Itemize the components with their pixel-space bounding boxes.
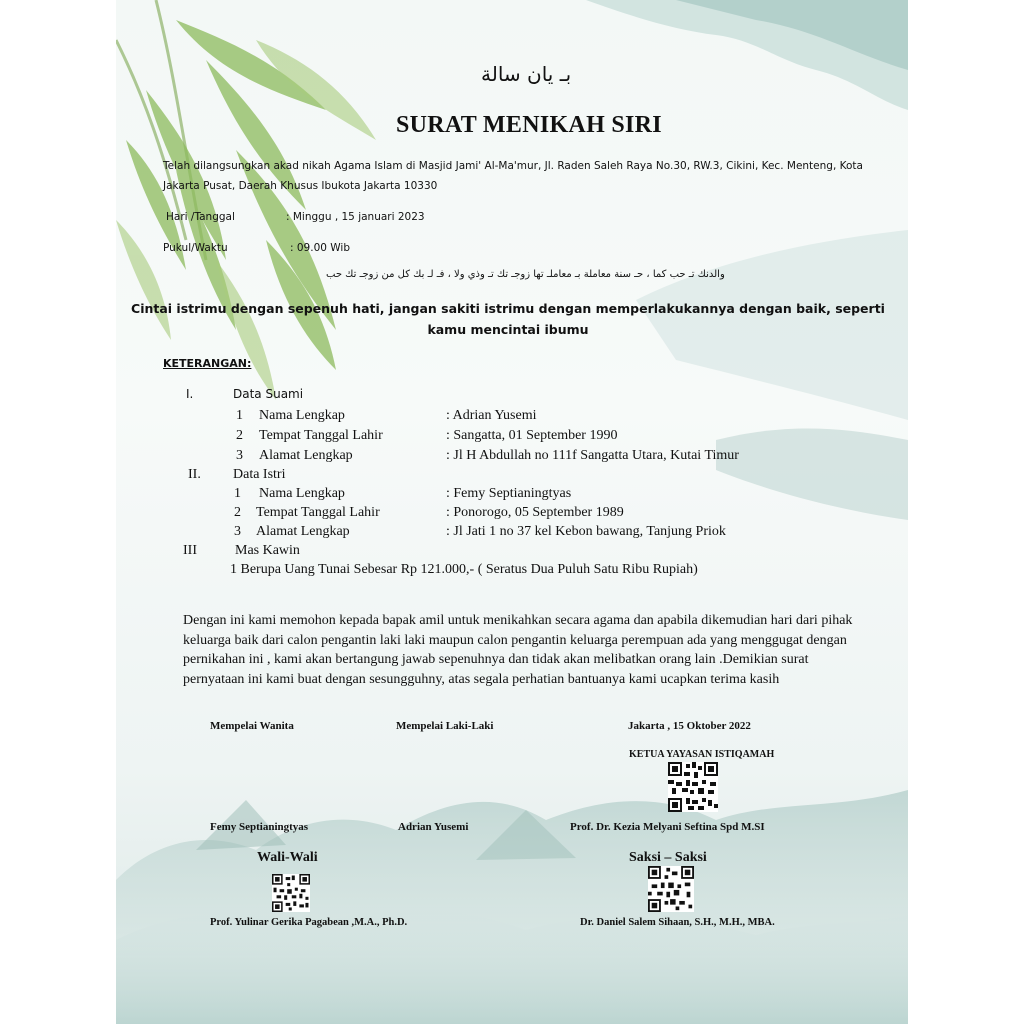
section-title-mas-kawin: Mas Kawin — [235, 543, 300, 558]
suami-row-value: : Adrian Yusemi — [446, 408, 537, 423]
suami-row-value: : Jl H Abdullah no 111f Sangatta Utara, Kutai Timur — [446, 448, 739, 463]
suami-row-label: Tempat Tanggal Lahir — [259, 428, 383, 443]
chair-name: Prof. Dr. Kezia Melyani Seftina Spd M.SI — [570, 821, 765, 833]
foundation-title: KETUA YAYASAN ISTIQAMAH — [629, 749, 775, 760]
qr-code-icon — [648, 866, 694, 912]
istri-row-value: : Jl Jati 1 no 37 kel Kebon bawang, Tanjung Priok — [446, 524, 726, 539]
certificate-page — [116, 0, 908, 1024]
suami-row-no: 1 — [236, 408, 243, 423]
bride-role: Mempelai Wanita — [210, 720, 294, 732]
saksi-role: Saksi – Saksi — [629, 850, 707, 865]
suami-row-no: 3 — [236, 448, 243, 463]
bride-name: Femy Septianingtyas — [210, 821, 309, 833]
day-label: Hari /Tanggal — [166, 211, 235, 223]
mas-kawin-text: 1 Berupa Uang Tunai Sebesar Rp 121.000,- ( Seratus Dua Puluh Satu Ribu Rupiah) — [230, 562, 698, 577]
wali-role: Wali-Wali — [257, 850, 318, 865]
place-date: Jakarta , 15 Oktober 2022 — [628, 720, 751, 732]
section-title-istri: Data Istri — [233, 467, 286, 482]
keterangan-heading: KETERANGAN: — [163, 357, 252, 370]
intro-paragraph: Telah dilangsungkan akad nikah Agama Islam di Masjid Jami' Al-Ma'mur, Jl. Raden Saleh Raya No.30, RW.3, Cikini, Kec. Menteng, Kota Jakarta Pusat, Daerah Khusus Ibukota Jakarta 10330 — [163, 160, 863, 192]
groom-role: Mempelai Laki-Laki — [396, 720, 494, 732]
istri-row-value: : Femy Septianingtyas — [446, 486, 572, 501]
suami-row-label: Nama Lengkap — [259, 408, 345, 423]
istri-row-no: 1 — [234, 486, 241, 501]
section-numeral-istri: II. — [188, 467, 201, 482]
section-numeral-mas-kawin: III — [183, 543, 197, 558]
arabic-verse: والدنك تـ حب كما ، حـ سنة معاملة بـ معاملـ تها زوجـ تك تـ وذي ولا ، فـ لـ بك كل من زوجـ تك حب — [326, 269, 725, 280]
istri-row-label: Alamat Lengkap — [256, 524, 350, 539]
section-numeral-suami: I. — [186, 387, 194, 401]
istri-row-no: 3 — [234, 524, 241, 539]
arabic-title: بـ يان سالة — [481, 62, 572, 86]
istri-row-no: 2 — [234, 505, 241, 520]
section-title-suami: Data Suami — [233, 387, 304, 401]
istri-row-label: Tempat Tanggal Lahir — [256, 505, 380, 520]
closing-paragraph: Dengan ini kami memohon kepada bapak amil untuk menikahkan secara agama dan apabila dikemudian hari dari pihak keluarga baik dari calon pengantin laki laki maupun calon pengantin keluarga perempuan ada yang menggugat dengan pernikahan ini , kami akan bertangung jawab sepenuhnya dan tidak akan melibatkan orang lain .Demikian surat pernyataan ini kami buat dengan sesungguhny, atas segala perhatian bantuanya kami ucapkan terima kasih — [183, 613, 853, 687]
qr-code-icon — [667, 762, 719, 812]
saksi-name: Dr. Daniel Salem Sihaan, S.H., M.H., MBA. — [580, 917, 775, 928]
istri-row-value: : Ponorogo, 05 September 1989 — [446, 505, 624, 520]
quote: Cintai istrimu dengan sepenuh hati, jangan sakiti istrimu dengan memperlakukannya dengan baik, seperti kamu mencintai ibumu — [131, 301, 885, 337]
time-value: : 09.00 Wib — [290, 242, 351, 254]
suami-row-value: : Sangatta, 01 September 1990 — [446, 428, 618, 443]
suami-row-label: Alamat Lengkap — [259, 448, 353, 463]
time-label: Pukul/Waktu — [163, 242, 228, 254]
qr-code-icon — [272, 874, 310, 912]
day-value: : Minggu , 15 januari 2023 — [286, 211, 425, 223]
istri-row-label: Nama Lengkap — [259, 486, 345, 501]
groom-name: Adrian Yusemi — [398, 821, 469, 833]
page-title: SURAT MENIKAH SIRI — [396, 112, 662, 138]
wali-name: Prof. Yulinar Gerika Pagabean ,M.A., Ph.D. — [210, 917, 408, 928]
suami-row-no: 2 — [236, 428, 243, 443]
